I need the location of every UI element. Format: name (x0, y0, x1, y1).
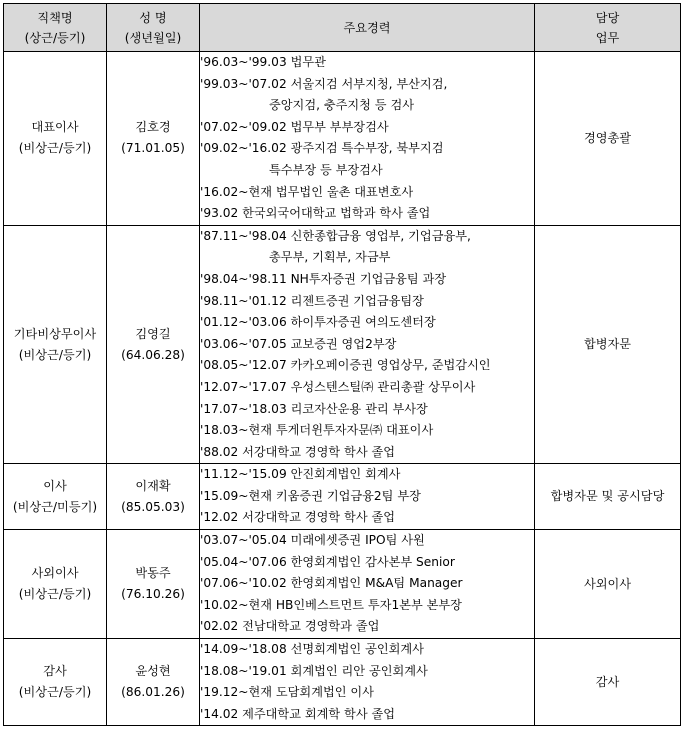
duty-cell: 합병자문 (535, 225, 681, 464)
header-career: 주요경력 (200, 4, 535, 52)
birth-date: (85.05.03) (121, 499, 185, 514)
career-line: 총무부, 기획부, 자금부 (269, 250, 391, 265)
table-header-row (4, 4, 681, 52)
career-line: '08.05~'12.07 카카오페이증권 영업상무, 준법감시인 (200, 358, 491, 373)
career-line: '96.03~'99.03 법무관 (200, 55, 326, 69)
table-row (4, 225, 681, 464)
career-line: '17.07~'18.03 리코자산운용 관리 부사장 (200, 401, 428, 416)
career-cell (200, 52, 535, 226)
name-cell (107, 464, 200, 530)
career-line: '03.06~'07.05 교보증권 영업2부장 (200, 336, 397, 351)
career-line: '93.02 한국외국어대학교 법학과 학사 졸업 (200, 206, 431, 221)
position-title: 대표이사 (31, 120, 79, 135)
position-title: 기타비상무이사 (13, 326, 97, 341)
position-status: (비상근/등기) (18, 587, 92, 602)
header-duty-title: 담당 (595, 10, 620, 25)
position-title: 사외이사 (31, 566, 79, 581)
career-line: '10.02~현재 HB인베스트먼트 투자1본부 본부장 (200, 597, 462, 612)
career-cell (200, 225, 535, 464)
career-line: '98.04~'98.11 NH투자증권 기업금융팀 과장 (200, 271, 447, 286)
duty-cell: 감사 (535, 639, 681, 726)
table-row (4, 464, 681, 530)
person-name: 김영길 (135, 326, 171, 341)
birth-date: (86.01.26) (121, 685, 185, 700)
person-name: 이재확 (135, 478, 171, 493)
name-cell (107, 530, 200, 639)
career-line: 특수부장 등 부장검사 (269, 162, 383, 177)
career-line: '01.12~'03.06 하이투자증권 여의도센터장 (200, 315, 436, 330)
header-position (4, 4, 107, 52)
position-title: 감사 (43, 664, 67, 679)
career-line: '87.11~'98.04 신한종합금융 영업부, 기업금융부, (200, 228, 471, 243)
career-line: '03.07~'05.04 미래에셋증권 IPO팀 사원 (200, 533, 425, 548)
person-name: 박동주 (135, 566, 171, 581)
career-cell (200, 530, 535, 639)
header-name-sub: (생년월일) (124, 30, 182, 45)
table-row (4, 530, 681, 639)
birth-date: (71.01.05) (121, 141, 185, 156)
career-line: '11.12~'15.09 안진회계법인 회계사 (200, 467, 401, 482)
name-cell (107, 639, 200, 726)
career-line: '14.02 제주대학교 회계학 학사 졸업 (200, 706, 396, 721)
career-line: '02.02 전남대학교 경영학과 졸업 (200, 619, 380, 634)
career-line: '18.08~'19.01 회계법인 리안 공인회계사 (200, 663, 428, 678)
career-cell (200, 639, 535, 726)
career-line: '07.06~'10.02 한영회계법인 M&A팀 Manager (200, 576, 463, 591)
duty-cell: 경영총괄 (535, 52, 681, 226)
career-line: '99.03~'07.02 서울지검 서부지청, 부산지검, (200, 76, 448, 91)
name-cell (107, 225, 200, 464)
career-line: '14.09~'18.08 선명회계법인 공인회계사 (200, 642, 424, 657)
birth-date: (64.06.28) (121, 347, 185, 362)
career-line: '05.04~'07.06 한영회계법인 감사본부 Senior (200, 554, 455, 569)
career-line: '98.11~'01.12 리젠트증권 기업금융팀장 (200, 293, 424, 308)
career-line: '19.12~현재 도담회계법인 이사 (200, 685, 374, 700)
career-cell (200, 464, 535, 530)
career-line: '88.02 서강대학교 경영학 학사 졸업 (200, 444, 396, 459)
career-line: '15.09~현재 키움증권 기업금융2팀 부장 (200, 488, 421, 503)
header-position-title: 직책명 (37, 10, 73, 25)
header-name-title: 성 명 (139, 10, 167, 25)
executive-table (3, 3, 681, 726)
duty-cell: 사외이사 (535, 530, 681, 639)
career-line: '12.02 서강대학교 경영학 학사 졸업 (200, 510, 396, 525)
birth-date: (76.10.26) (121, 587, 185, 602)
position-status: (비상근/미등기) (12, 499, 98, 514)
position-status: (비상근/등기) (18, 685, 92, 700)
position-status: (비상근/등기) (18, 141, 92, 156)
table-row (4, 639, 681, 726)
header-duty (535, 4, 681, 52)
career-line: '18.03~현재 투게더윈투자자문㈜ 대표이사 (200, 423, 434, 438)
career-line: '09.02~'16.02 광주지검 특수부장, 북부지검 (200, 141, 444, 156)
header-duty-sub: 업무 (595, 30, 620, 45)
position-status: (비상근/등기) (18, 347, 92, 362)
person-name: 윤성현 (135, 664, 171, 679)
name-cell (107, 52, 200, 226)
duty-cell: 합병자문 및 공시담당 (535, 464, 681, 530)
position-title: 이사 (43, 478, 67, 493)
career-line: '16.02~현재 법무법인 울촌 대표변호사 (200, 184, 414, 199)
position-cell (4, 225, 107, 464)
position-cell (4, 639, 107, 726)
career-line: '12.07~'17.07 우성스텐스틸㈜ 관리총괄 상무이사 (200, 379, 476, 394)
header-name (107, 4, 200, 52)
table-row (4, 52, 681, 226)
career-line: 중앙지검, 충주지청 등 검사 (269, 98, 415, 113)
position-cell (4, 530, 107, 639)
position-cell (4, 464, 107, 530)
header-position-sub: (상근/등기) (24, 30, 86, 45)
position-cell (4, 52, 107, 226)
table-body (4, 52, 681, 726)
person-name: 김호경 (135, 120, 171, 135)
career-line: '07.02~'09.02 법무부 부부장검사 (200, 119, 389, 134)
